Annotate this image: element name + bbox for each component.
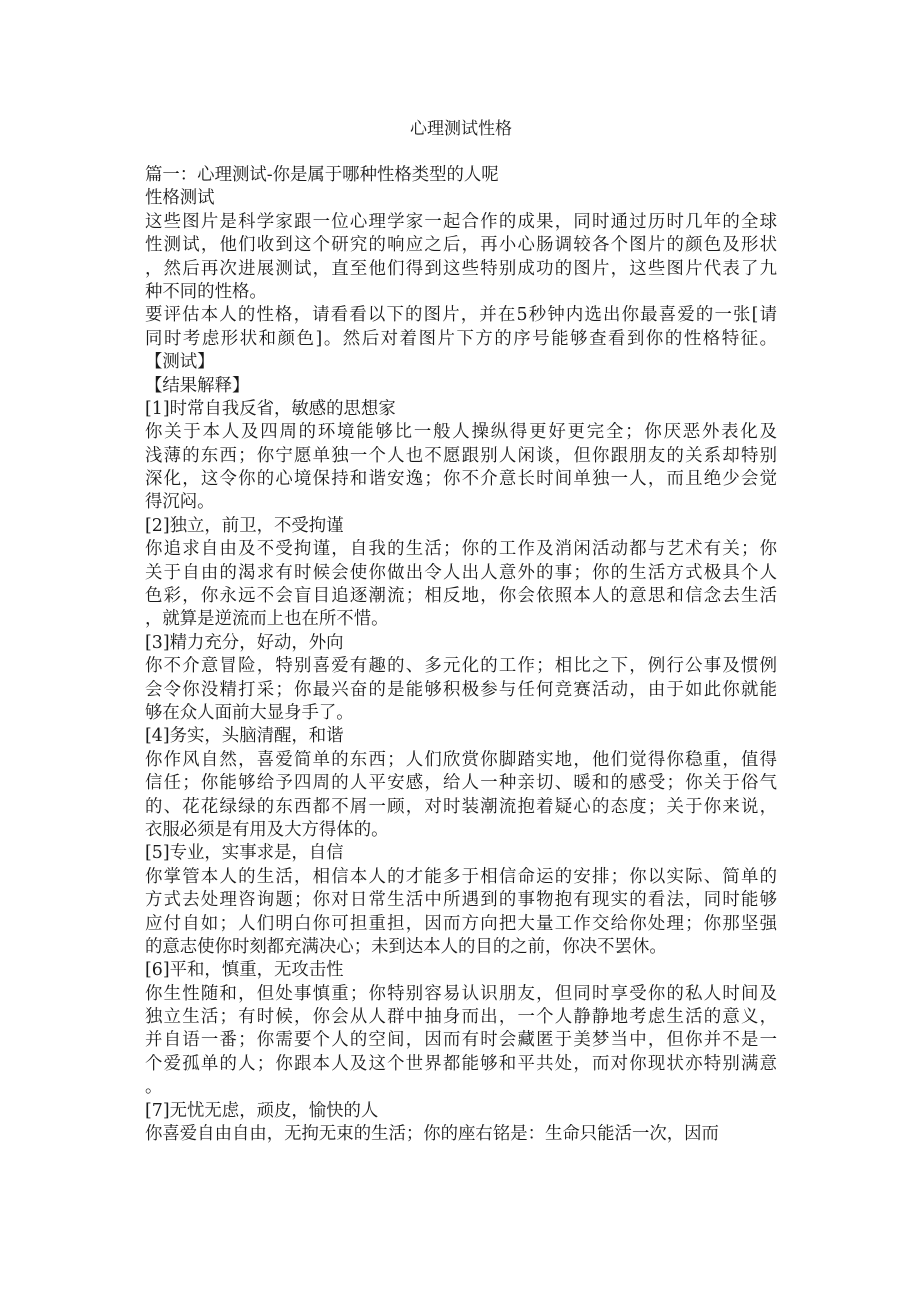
paragraph-line: 浅薄的东西；你宁愿单独一个人也不愿跟别人闲谈，但你跟朋友的关系却特别	[145, 445, 777, 466]
paragraph-line: 性测试，他们收到这个研究的响应之后，再小心肠调较各个图片的颜色及形状	[145, 235, 777, 256]
paragraph-line: 你追求自由及不受拘谨，自我的生活；你的工作及消闲活动都与艺术有关；你	[145, 539, 777, 560]
paragraph-line: 并自语一番；你需要个人的空间，因而有时会藏匿于美梦当中，但你并不是一	[145, 1030, 777, 1051]
result-heading-3: [3]精力充分，好动，外向	[145, 632, 344, 653]
paragraph-line: 同时考虑形状和颜色]。然后对着图片下方的序号能够查看到你的性格特征。	[145, 328, 777, 349]
paragraph-line: 你掌管本人的生活，相信本人的才能多于相信命运的安排；你以实际、简单的	[145, 866, 777, 887]
paragraph-line: 独立生活；有时候，你会从人群中抽身而出，一个人静静地考虑生活的意义，	[145, 1007, 777, 1028]
paragraph-line: ，就算是逆流而上也在所不惜。	[145, 609, 389, 630]
paragraph-line: 你喜爱自由自由，无拘无束的生活；你的座右铭是：生命只能活一次，因而	[145, 1124, 719, 1145]
paragraph-line: 应付自如；人们明白你可担重担，因而方向把大量工作交给你处理；你那坚强	[145, 913, 777, 934]
paragraph-line: 色彩，你永远不会盲目追逐潮流；相反地，你会依照本人的意思和信念去生活	[145, 586, 777, 607]
paragraph-line: 得沉闷。	[145, 492, 215, 513]
result-heading-7: [7]无忧无虑，顽皮，愉快的人	[145, 1100, 379, 1121]
paragraph-line: 你作风自然，喜爱简单的东西；人们欣赏你脚踏实地，他们觉得你稳重，值得	[145, 749, 777, 770]
document-body	[145, 164, 777, 1146]
document-title: 心理测试性格	[410, 119, 512, 139]
section-label-test: 【测试】	[145, 352, 215, 373]
result-heading-4: [4]务实，头脑清醒，和谐	[145, 726, 344, 747]
result-heading-2: [2]独立，前卫，不受拘谨	[145, 515, 344, 536]
paragraph-line: 你不介意冒险，特别喜爱有趣的、多元化的工作；相比之下，例行公事及惯例	[145, 656, 777, 677]
paragraph-line: 会令你没精打采；你最兴奋的是能够积极参与任何竞赛活动，由于如此你就能	[145, 679, 777, 700]
paragraph-line: 方式去处理咨询题；你对日常生活中所遇到的事物抱有现实的看法，同时能够	[145, 890, 777, 911]
paragraph-line: ，然后再次进展测试，直至他们得到这些特别成功的图片，这些图片代表了九	[145, 258, 777, 279]
paragraph-line: 的、花花绿绿的东西都不屑一顾，对时装潮流抱着疑心的态度；关于你来说，	[145, 796, 777, 817]
paragraph-line: 。	[145, 1077, 163, 1098]
paragraph-line: 深化，这令你的心境保持和谐安逸；你不介意长时间单独一人，而且绝少会觉	[145, 469, 777, 490]
paragraph-line: 够在众人面前大显身手了。	[145, 702, 354, 723]
paragraph-line: 的意志使你时刻都充满决心；未到达本人的目的之前，你决不罢休。	[145, 936, 667, 957]
paragraph-line: 要评估本人的性格，请看看以下的图片，并在5秒钟内选出你最喜爱的一张[请	[145, 305, 777, 326]
paragraph-line: 这些图片是科学家跟一位心理学家一起合作的成果，同时通过历时几年的全球	[145, 211, 777, 232]
paragraph-line: 种不同的性格。	[145, 281, 267, 302]
subheading: 性格测试	[145, 188, 215, 209]
paragraph-line: 信任；你能够给予四周的人平安感，给人一种亲切、暖和的感受；你关于俗气	[145, 773, 777, 794]
paragraph-line: 你关于本人及四周的环境能够比一般人操纵得更好更完全；你厌恶外表化及	[145, 422, 777, 443]
result-heading-1: [1]时常自我反省，敏感的思想家	[145, 398, 396, 419]
paragraph-line: 关于自由的渴求有时候会使你做出令人出人意外的事；你的生活方式极具个人	[145, 562, 777, 583]
paragraph-line: 你生性随和，但处事慎重；你特别容易认识朋友，但同时享受你的私人时间及	[145, 983, 777, 1004]
result-heading-6: [6]平和，慎重，无攻击性	[145, 960, 344, 981]
paragraph-line: 个爱孤单的人；你跟本人及这个世界都能够和平共处，而对你现状亦特别满意	[145, 1053, 777, 1074]
result-heading-5: [5]专业，实事求是，自信	[145, 843, 344, 864]
article-heading: 篇一：心理测试-你是属于哪种性格类型的人呢	[145, 165, 499, 185]
section-label-results: 【结果解释】	[145, 375, 250, 396]
paragraph-line: 衣服必须是有用及大方得体的。	[145, 819, 389, 840]
